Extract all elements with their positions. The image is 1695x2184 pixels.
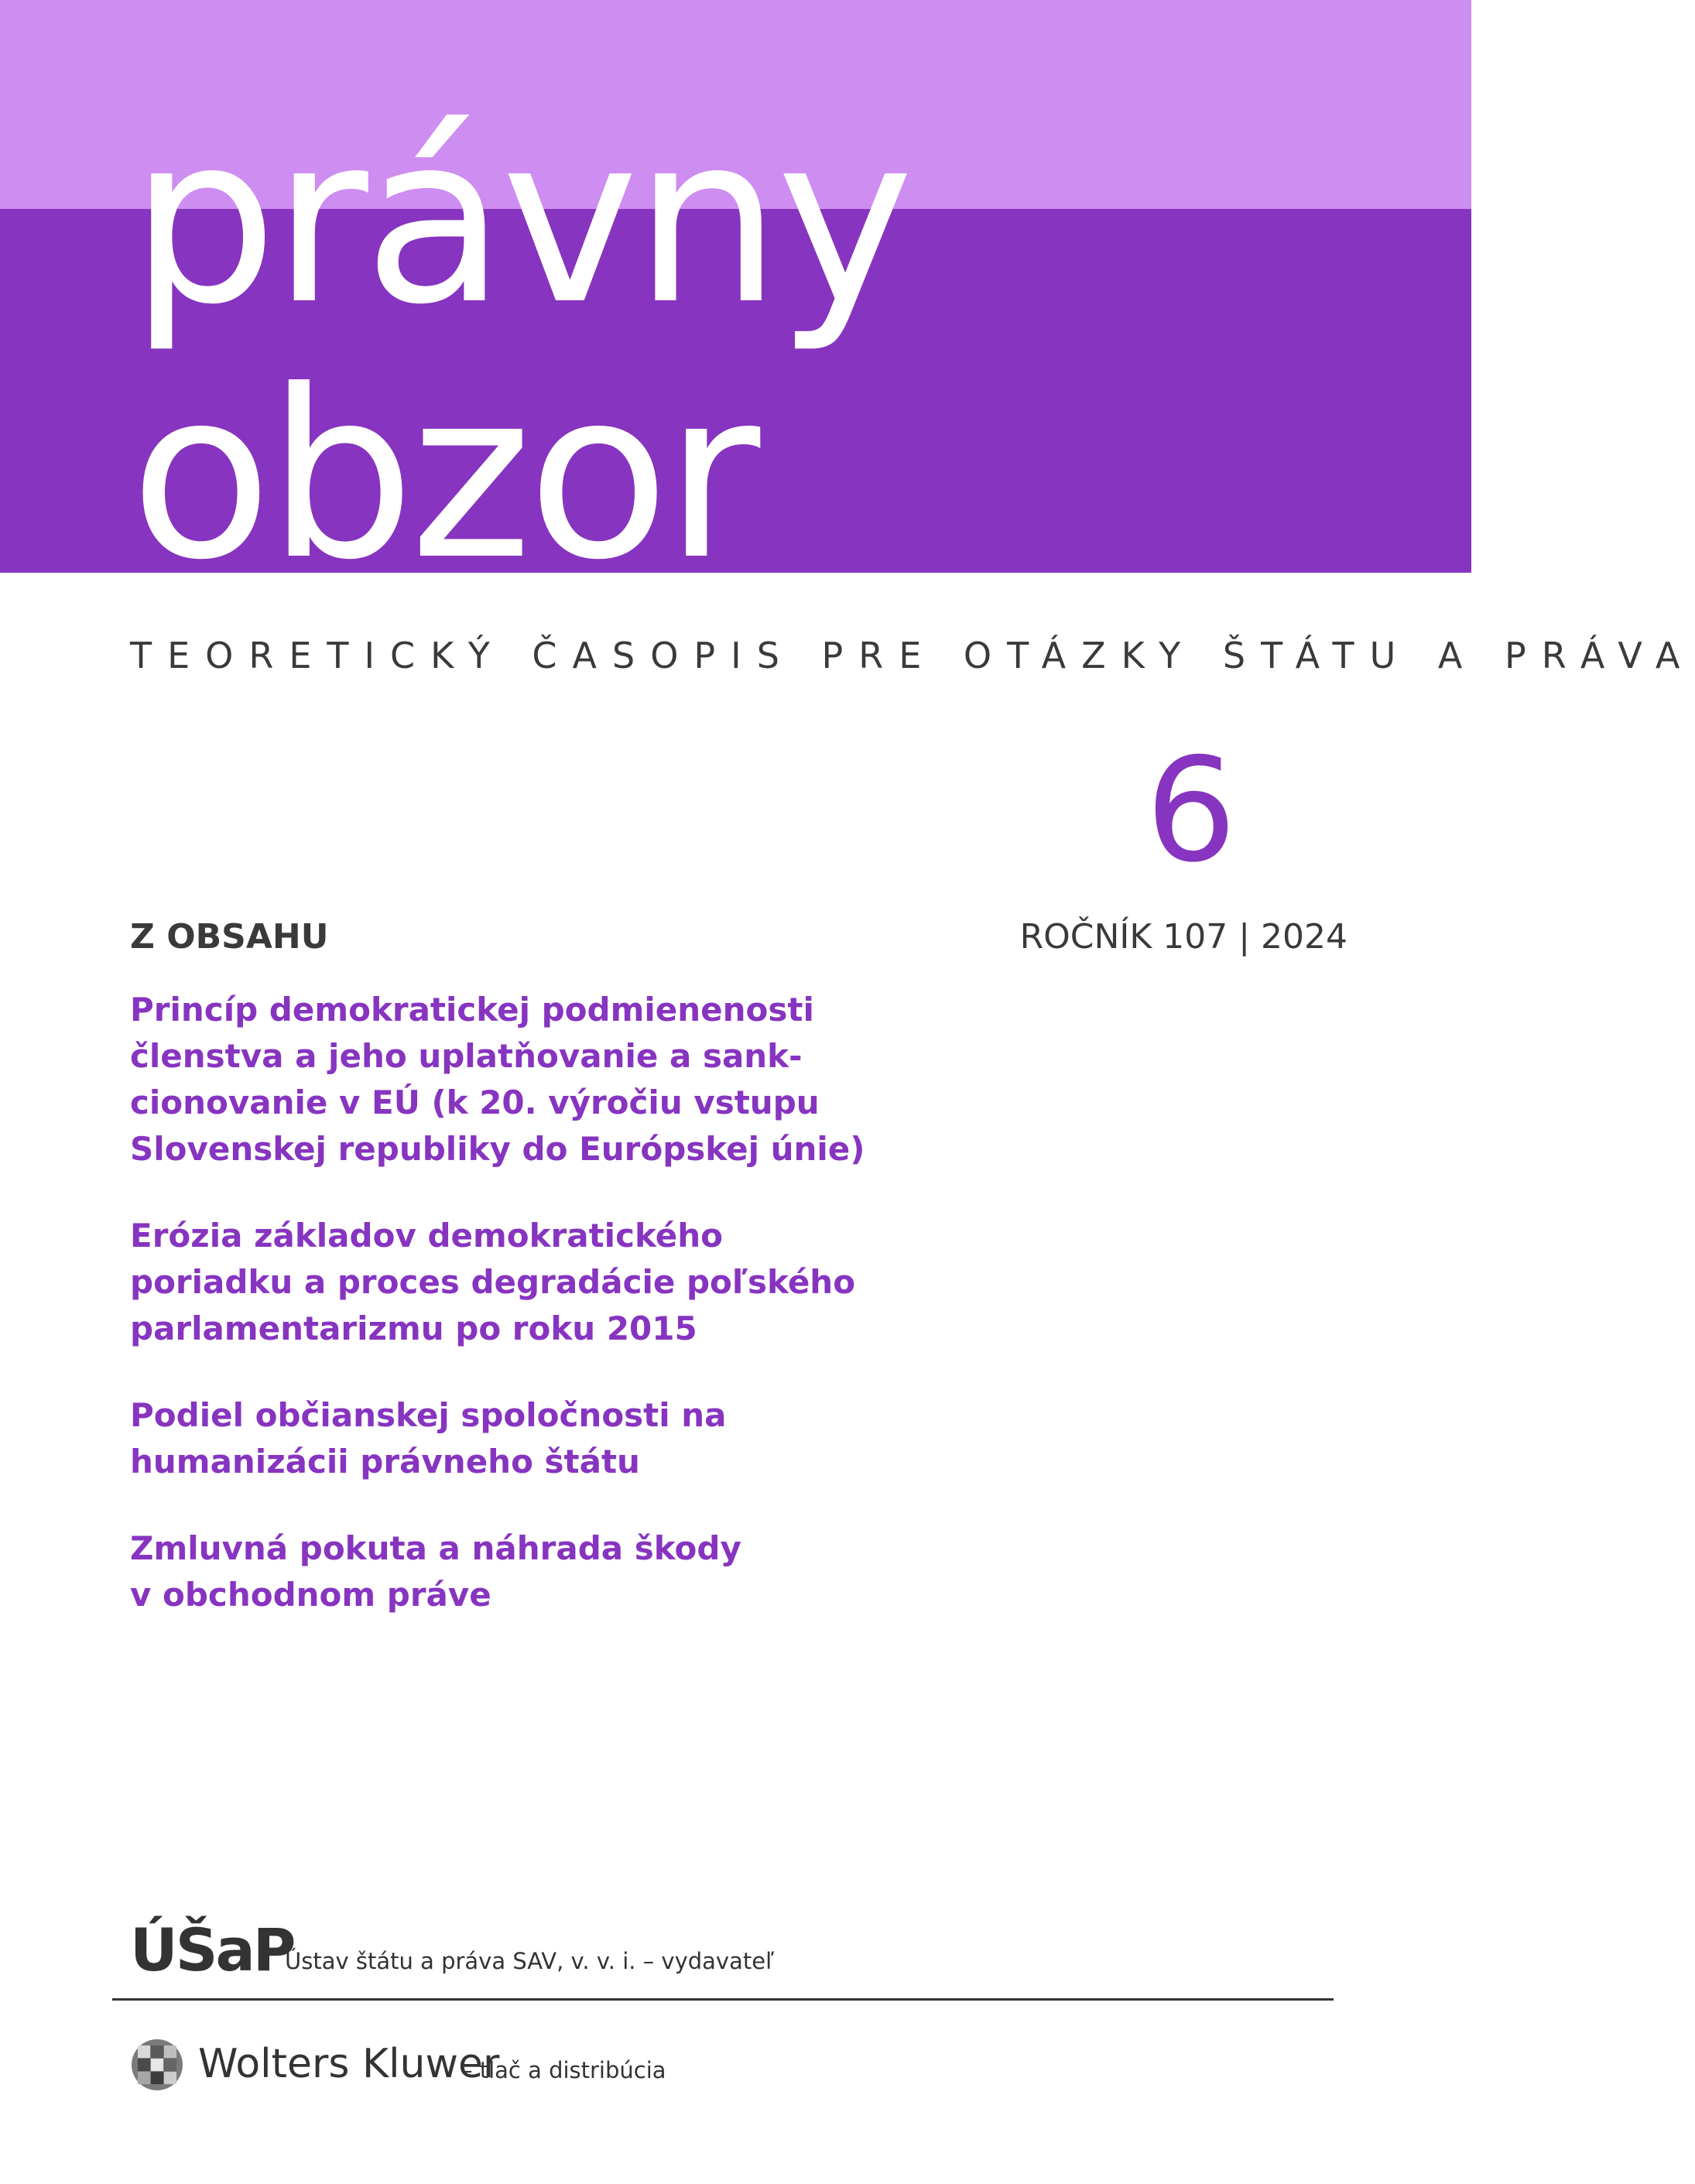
article-title <box>130 1525 873 1618</box>
contents-list <box>130 987 873 1659</box>
journal-subtitle: TEORETICKÝ ČASOPIS PRE OTÁZKY ŠTÁTU A PRÁVA <box>130 635 1695 676</box>
publisher-name: Ústav štátu a práva SAV, v. v. i. – vydavateľ <box>285 1948 774 1974</box>
volume-year: ROČNÍK 107 | 2024 <box>1019 917 1347 957</box>
issue-number: 6 <box>1145 727 1237 894</box>
printer-role: – tlač a distribúcia <box>461 2057 666 2083</box>
article-title <box>130 1392 873 1485</box>
article-title-line: členstva a jeho uplatňovanie a sank- <box>130 1037 803 1075</box>
article-title-line: Slovenskej republiky do Európskej únie) <box>130 1130 865 1168</box>
wolters-kluwer-logo-icon <box>130 2038 184 2092</box>
article-title-line: humanizácii právneho štátu <box>130 1443 640 1481</box>
article-title-line: v obchodnom práve <box>130 1576 491 1614</box>
article-title-line: poriadku a proces degradácie poľského <box>130 1263 856 1301</box>
journal-title <box>0 0 1471 611</box>
article-title-line: Princíp demokratickej podmienenosti <box>130 991 814 1029</box>
article-title <box>130 1213 873 1352</box>
article-title-line: Podiel občianskej spoločnosti na <box>130 1396 727 1434</box>
article-title-line: cionovanie v EÚ (k 20. výročiu vstupu <box>130 1083 820 1121</box>
article-title-line: Zmluvná pokuta a náhrada škody <box>130 1529 741 1567</box>
journal-title-line-1: právny <box>130 85 909 355</box>
contents-heading: Z OBSAHU <box>130 917 329 957</box>
footer-divider <box>112 1998 1334 2001</box>
journal-title-line-2: obzor <box>130 341 756 611</box>
article-title-line: parlamentarizmu po roku 2015 <box>130 1309 697 1347</box>
article-title-line: Erózia základov demokratického <box>130 1217 724 1255</box>
article-title <box>130 987 873 1172</box>
printer-brand: Wolters Kluwer <box>198 2041 500 2087</box>
publisher-logo: ÚŠaP <box>130 1915 294 1984</box>
